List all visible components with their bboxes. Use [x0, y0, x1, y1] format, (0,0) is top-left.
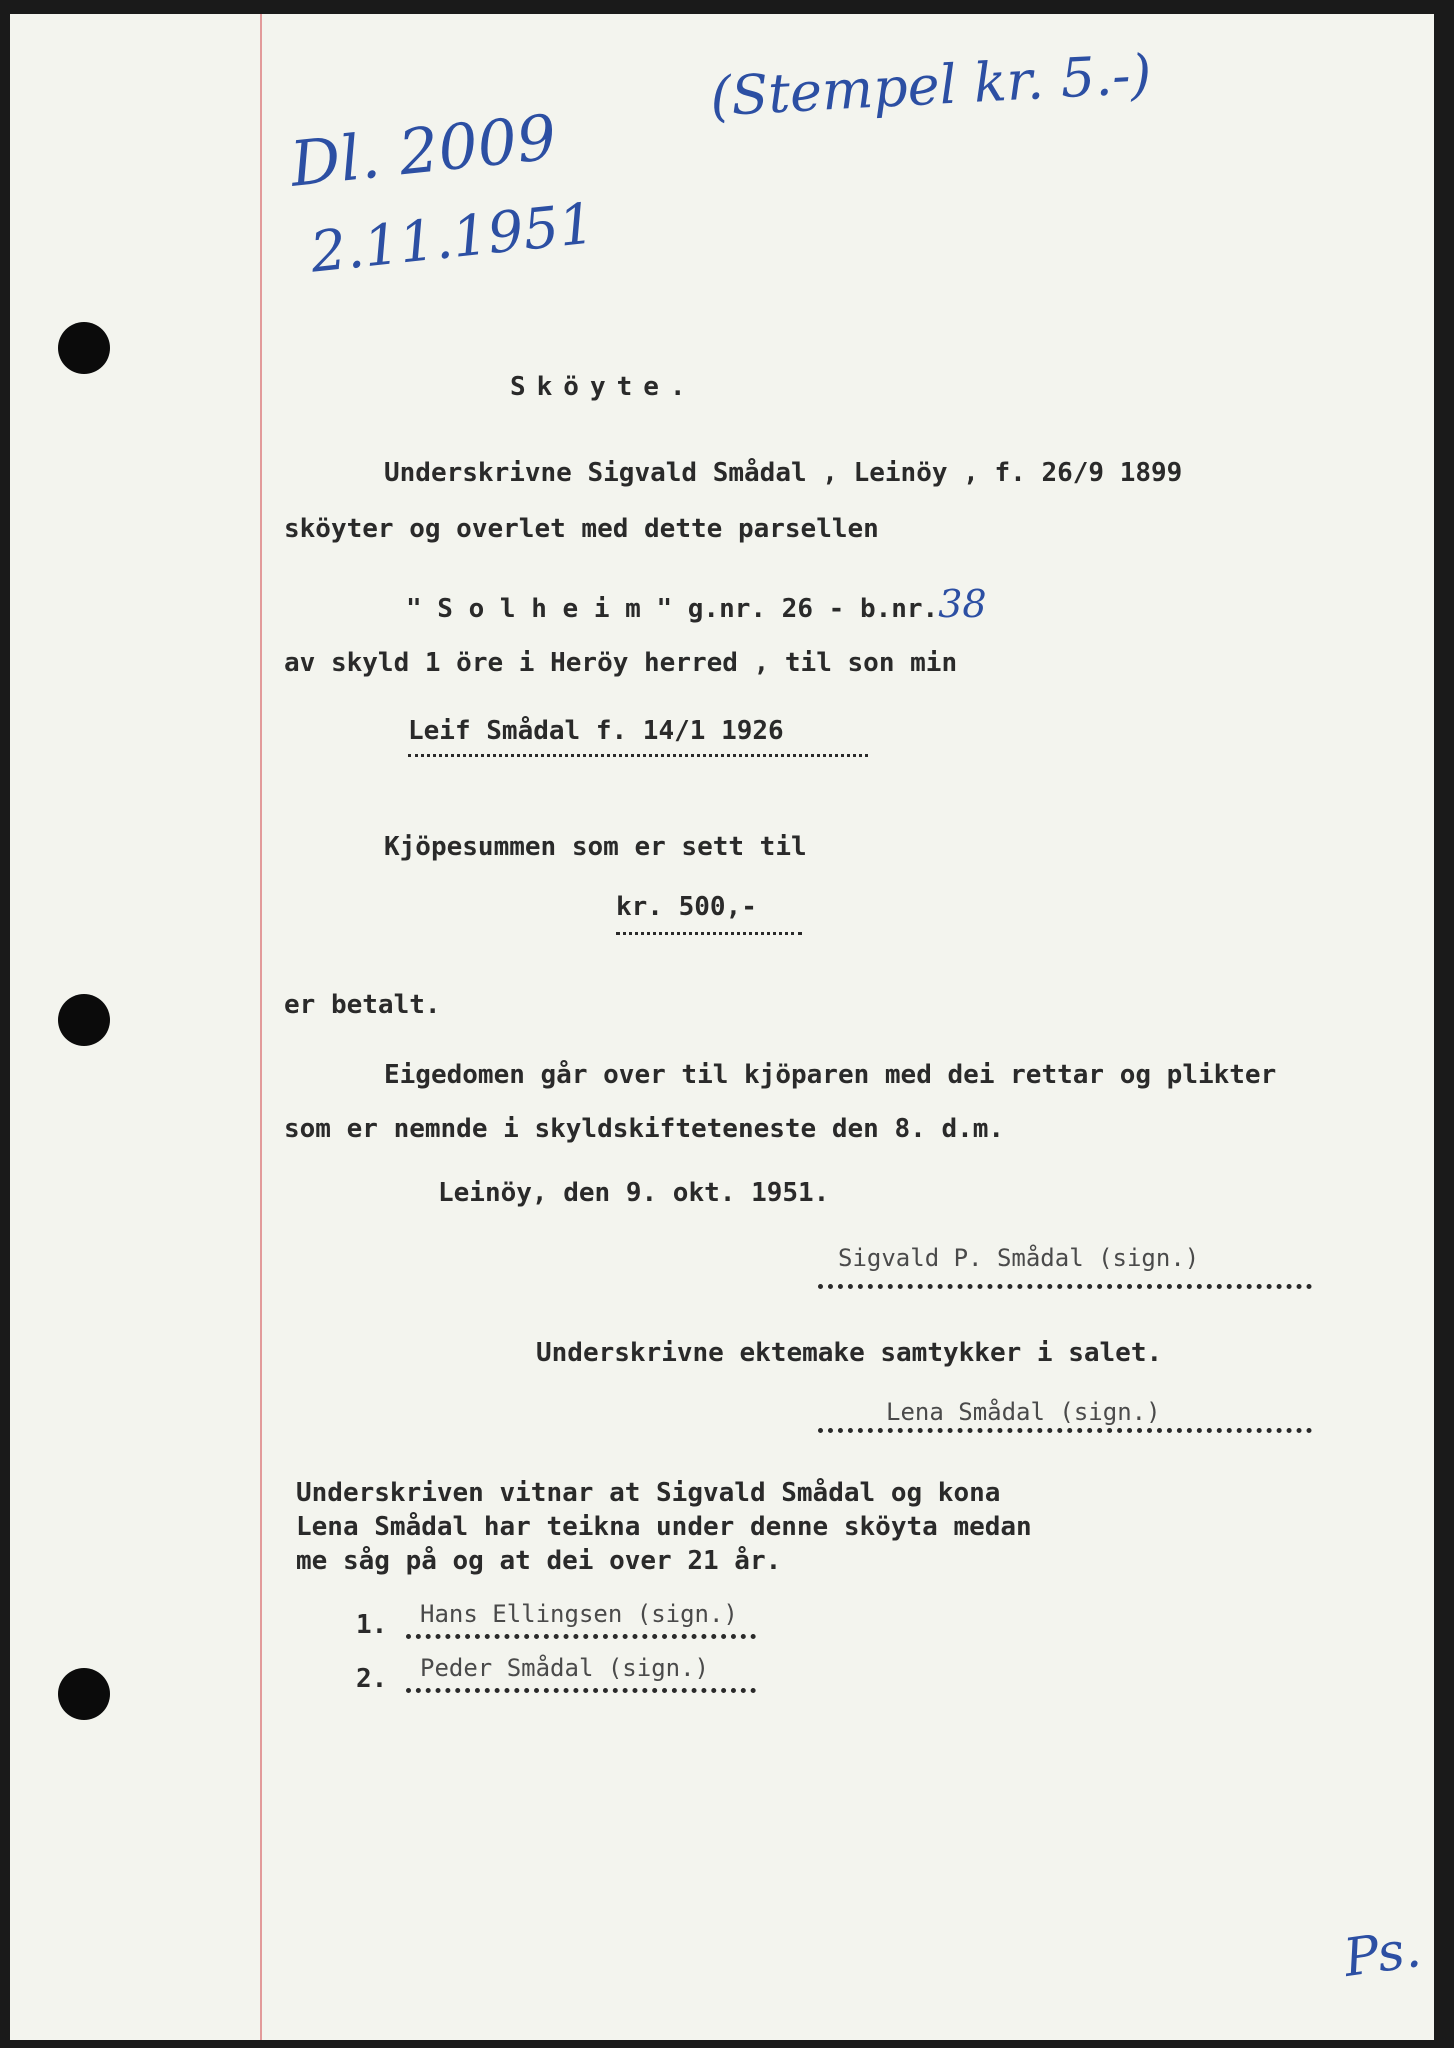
- witness-2-line: [406, 1688, 756, 1693]
- para3-line1: Eigedomen går over til kjöparen med dei rettar og plikter: [384, 1060, 1277, 1090]
- punch-hole-middle: [58, 994, 110, 1046]
- buyer-underline: [408, 754, 868, 757]
- handwritten-ref-number: Dl. 2009: [286, 100, 560, 201]
- place-date: Leinöy, den 9. okt. 1951.: [438, 1178, 830, 1208]
- para1-line1: Underskrivne Sigvald Smådal , Leinöy , f. 26/9 1899: [384, 458, 1183, 488]
- witness-statement-line3: me såg på og at dei over 21 år.: [296, 1546, 782, 1576]
- spouse-signature: Lena Smådal (sign.): [886, 1398, 1161, 1426]
- margin-line: [260, 14, 262, 2040]
- handwritten-ref-date: 2.11.1951: [307, 191, 598, 286]
- punch-hole-top: [58, 322, 110, 374]
- witness-1-line: [406, 1634, 756, 1639]
- price-underline: [616, 932, 802, 935]
- buyer-name: Leif Smådal f. 14/1 1926: [408, 716, 784, 746]
- price: kr. 500,-: [616, 892, 757, 922]
- witness-1-number: 1.: [356, 1610, 388, 1640]
- witness-2-signature: Peder Smådal (sign.): [420, 1654, 709, 1682]
- property-line-text: " S o l h e i m " g.nr. 26 - b.nr.: [406, 594, 939, 624]
- handwritten-stamp-note: (Stempel kr. 5.-): [708, 42, 1154, 129]
- witness-statement-line2: Lena Smådal har teikna under denne sköyta medan: [296, 1512, 1032, 1542]
- witness-statement-line1: Underskriven vitnar at Sigvald Smådal og kona: [296, 1478, 1001, 1508]
- spouse-consent: Underskrivne ektemake samtykker i salet.: [536, 1338, 1163, 1368]
- handwritten-initials: Ps.: [1340, 1918, 1425, 1990]
- property-line: [406, 582, 987, 626]
- para1-line4: av skyld 1 öre i Heröy herred , til son min: [284, 648, 958, 678]
- spouse-signature-line: [818, 1428, 1312, 1433]
- para3-line2: som er nemnde i skyldskifteteneste den 8. d.m.: [284, 1114, 1005, 1144]
- para1-line2: sköyter og overlet med dette parsellen: [284, 514, 879, 544]
- handwritten-bnr: 38: [938, 582, 987, 626]
- punch-hole-bottom: [58, 1668, 110, 1720]
- seller-signature: Sigvald P. Smådal (sign.): [838, 1244, 1200, 1272]
- paid-statement: er betalt.: [284, 990, 441, 1020]
- document-title: Sköyte.: [510, 372, 697, 402]
- document-page: [10, 14, 1434, 2040]
- witness-2-number: 2.: [356, 1664, 388, 1694]
- price-intro: Kjöpesummen som er sett til: [384, 832, 807, 862]
- witness-1-signature: Hans Ellingsen (sign.): [420, 1600, 738, 1628]
- seller-signature-line: [818, 1284, 1312, 1289]
